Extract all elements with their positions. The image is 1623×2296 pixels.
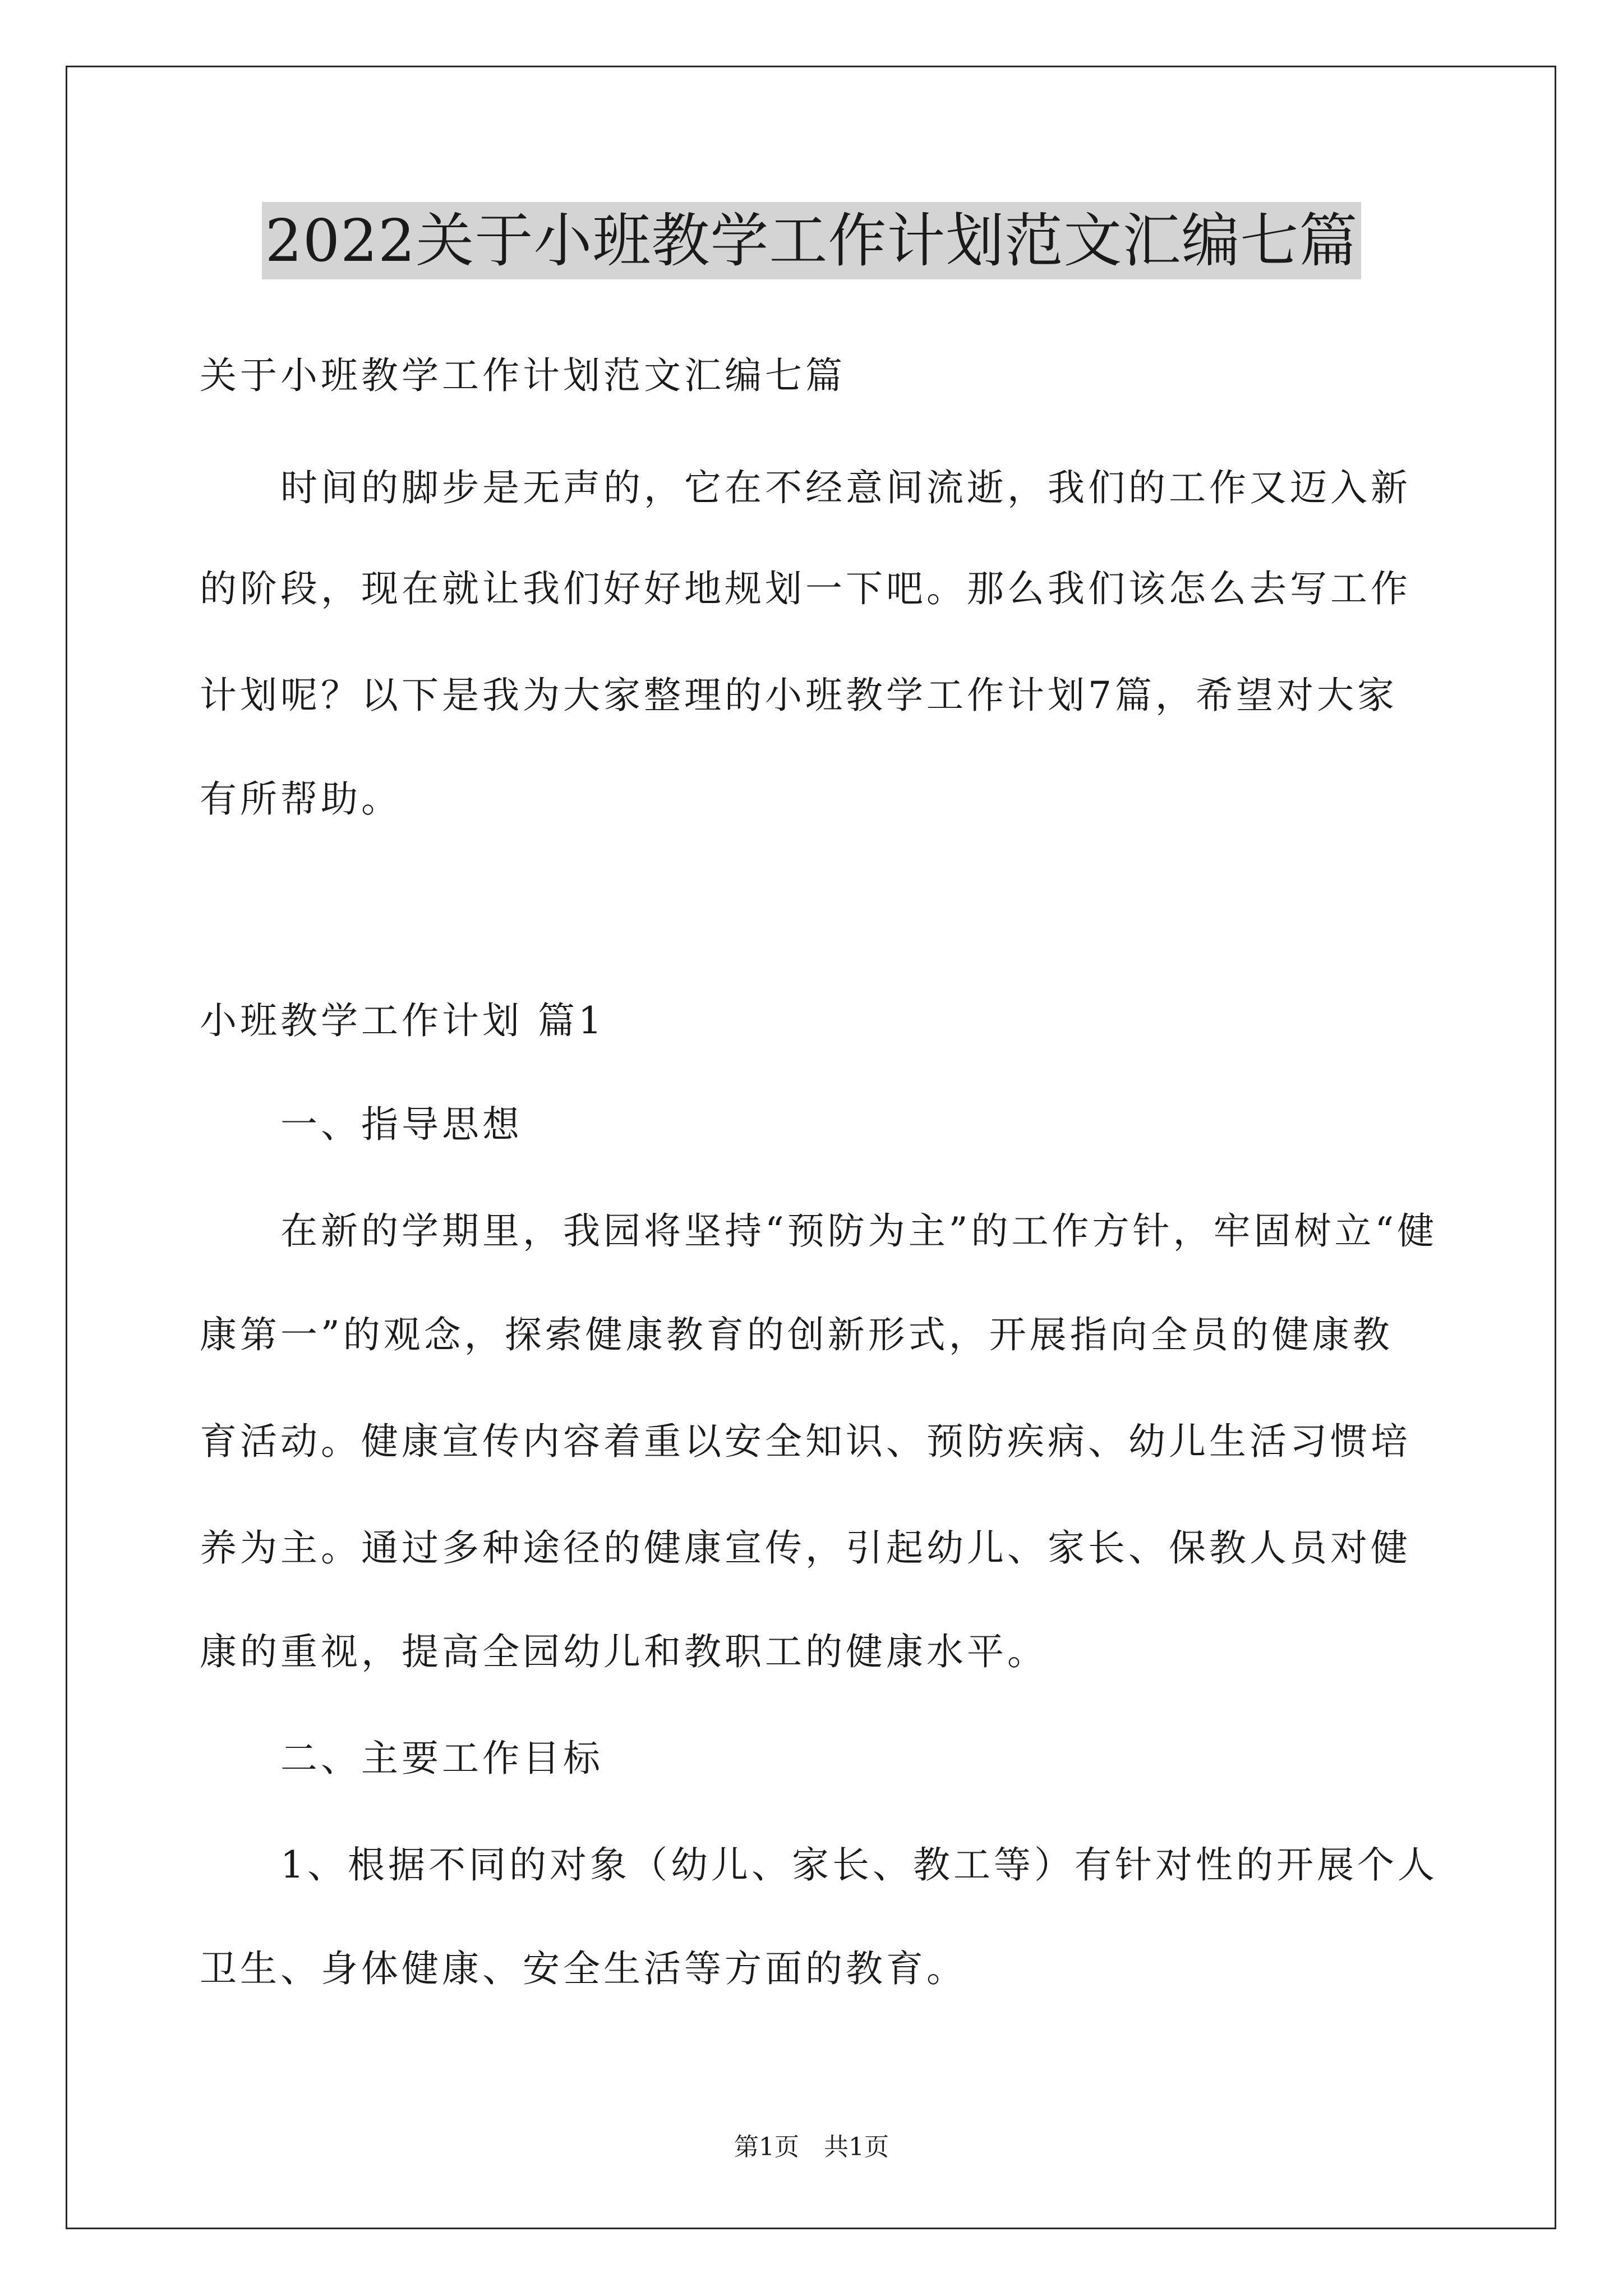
paragraph-line: 康第一”的观念，探索健康教育的创新形式，开展指向全员的健康教 xyxy=(200,1313,1393,1356)
subtitle-line: 关于小班教学工作计划范文汇编七篇 xyxy=(200,354,846,397)
paragraph-line: 计划呢？以下是我为大家整理的小班教学工作计划7篇，希望对大家 xyxy=(200,674,1398,717)
document-title: 2022关于小班教学工作计划范文汇编七篇 xyxy=(262,202,1362,279)
paragraph-line: 的阶段，现在就让我们好好地规划一下吧。那么我们该怎么去写工作 xyxy=(200,567,1411,610)
title-container xyxy=(0,202,1623,279)
paragraph-line: 康的重视，提高全园幼儿和教职工的健康水平。 xyxy=(200,1630,1048,1673)
section-heading: 小班教学工作计划 篇1 xyxy=(200,999,605,1042)
paragraph-line: 在新的学期里，我园将坚持“预防为主”的工作方针，牢固树立“健 xyxy=(280,1209,1438,1253)
page-footer: 第1页 共1页 xyxy=(734,2133,889,2161)
paragraph-line: 养为主。通过多种途径的健康宣传，引起幼儿、家长、保教人员对健 xyxy=(200,1526,1411,1570)
paragraph-line: 时间的脚步是无声的，它在不经意间流逝，我们的工作又迈入新 xyxy=(280,466,1411,509)
paragraph-line: 有所帮助。 xyxy=(200,777,402,821)
paragraph-line: 育活动。健康宣传内容着重以安全知识、预防疾病、幼儿生活习惯培 xyxy=(200,1420,1411,1463)
paragraph-line: 1、根据不同的对象（幼儿、家长、教工等）有针对性的开展个人 xyxy=(280,1843,1438,1887)
subsection-heading: 二、主要工作目标 xyxy=(280,1737,603,1780)
subsection-heading: 一、指导思想 xyxy=(280,1103,523,1146)
paragraph-line: 卫生、身体健康、安全生活等方面的教育。 xyxy=(200,1947,967,1990)
